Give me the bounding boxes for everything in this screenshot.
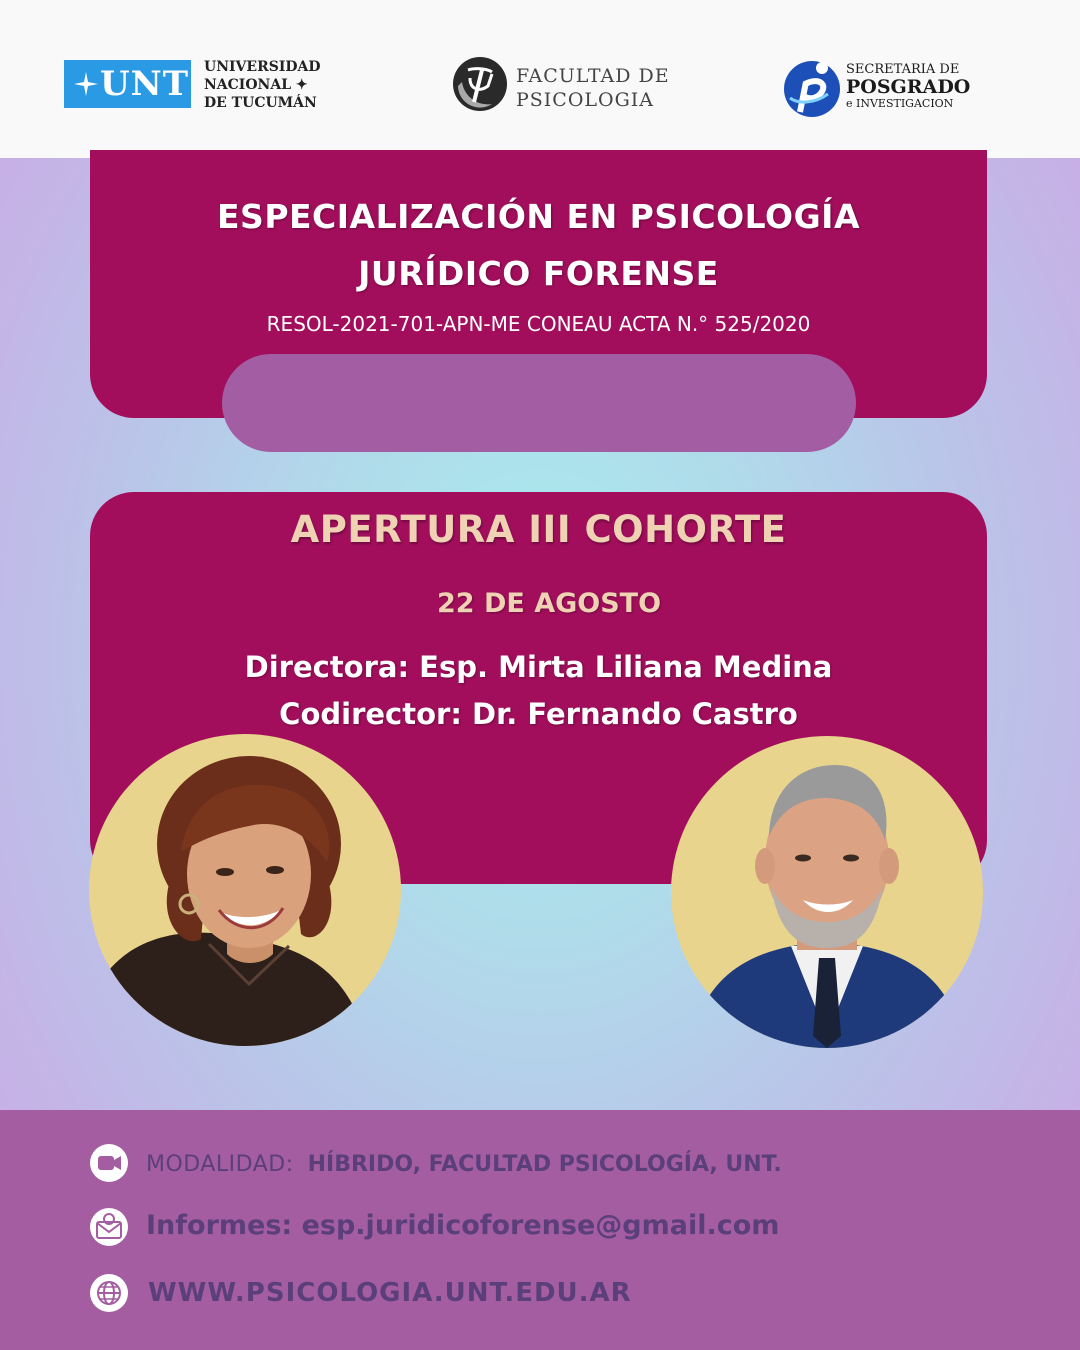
psi-logo-icon bbox=[452, 56, 508, 112]
modalidad-text bbox=[146, 1152, 782, 1177]
cohort-date: 22 DE AGOSTO bbox=[436, 588, 662, 619]
email-icon bbox=[90, 1208, 128, 1246]
header-bar bbox=[0, 0, 1080, 158]
director-name: Directora: Esp. Mirta Liliana Medina bbox=[244, 650, 833, 684]
website-link[interactable]: WWW.PSICOLOGIA.UNT.EDU.AR bbox=[148, 1278, 632, 1308]
modalidad-label: MODALIDAD: bbox=[146, 1152, 294, 1177]
globe-icon bbox=[90, 1274, 128, 1312]
codirector-photo bbox=[671, 736, 983, 1048]
program-title: ESPECIALIZACIÓN EN PSICOLOGÍA JURÍDICO FORENSE bbox=[217, 197, 860, 293]
resolution-text: RESOL-2021-701-APN-ME CONEAU ACTA N.° 525/2020 bbox=[266, 312, 811, 336]
facultad-logo-text: FACULTAD DE PSICOLOGIA bbox=[516, 65, 670, 111]
informes-email-link[interactable]: Informes: esp.juridicoforense@gmail.com bbox=[146, 1210, 780, 1241]
codirector-portrait-illustration bbox=[671, 736, 983, 1048]
director-portrait-illustration bbox=[89, 734, 401, 1046]
unt-logo-mark: UNT bbox=[100, 64, 190, 104]
posgrado-logo-text: SECRETARIA DE POSGRADO e INVESTIGACION bbox=[846, 62, 971, 110]
star-icon bbox=[74, 72, 98, 96]
unt-logo-box bbox=[64, 60, 191, 108]
decorative-pill bbox=[222, 354, 856, 452]
modalidad-value: HÍBRIDO, FACULTAD PSICOLOGÍA, UNT. bbox=[307, 1152, 782, 1177]
directors bbox=[90, 644, 987, 738]
video-camera-icon bbox=[90, 1144, 128, 1182]
codirector-name: Codirector: Dr. Fernando Castro bbox=[279, 697, 798, 731]
director-photo bbox=[89, 734, 401, 1046]
unt-logo-text: UNIVERSIDAD NACIONAL ✦ DE TUCUMÁN bbox=[204, 59, 321, 111]
p-logo-icon bbox=[784, 58, 840, 118]
cohort-heading: APERTURA III COHORTE bbox=[290, 508, 787, 551]
